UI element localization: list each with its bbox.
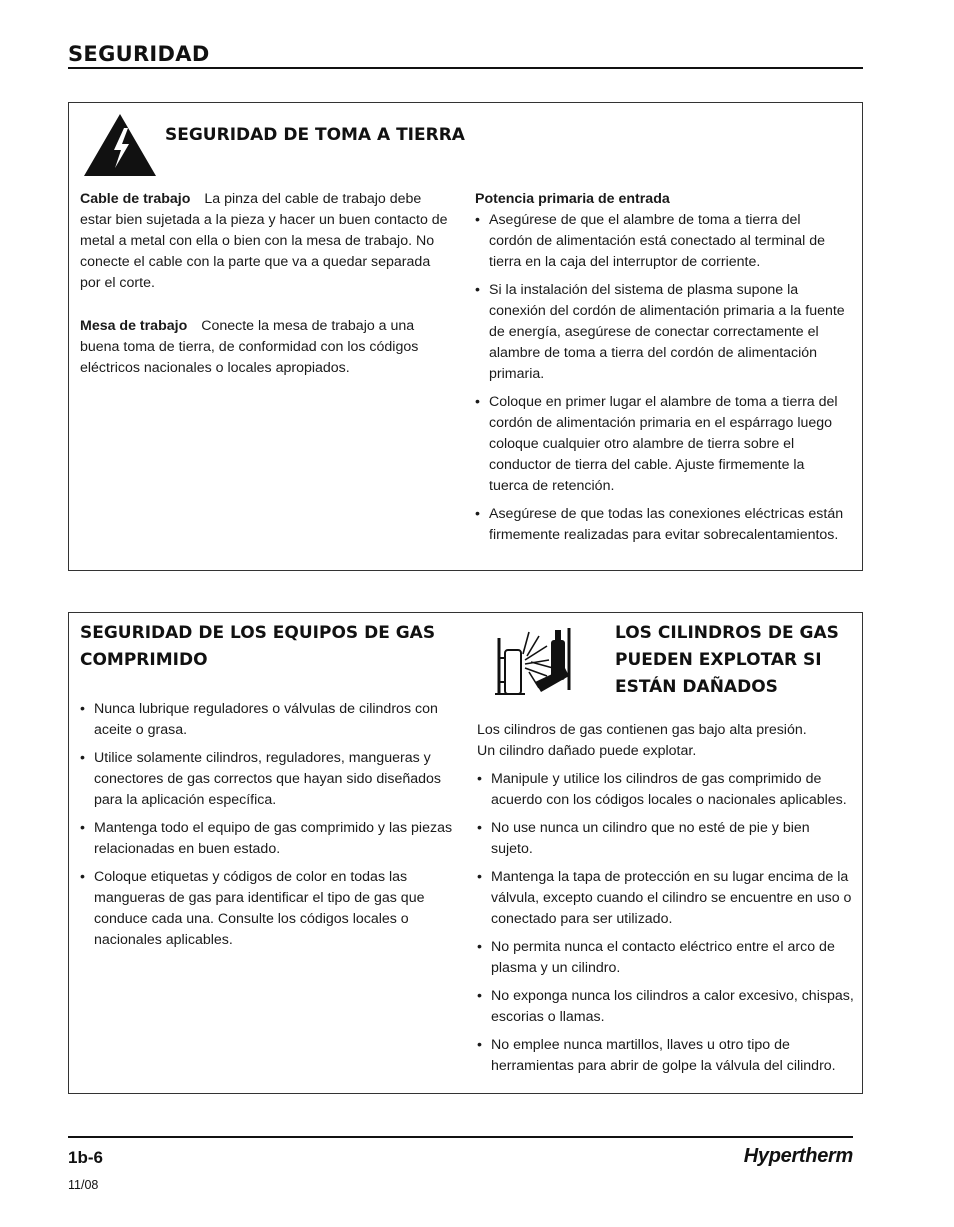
header-rule [68, 67, 863, 69]
input-power-block [475, 189, 845, 553]
work-cable-paragraph [80, 189, 450, 294]
list-item: • Utilice solamente cilindros, reguladores, mangueras y conectores de gas correctos que hayan sido diseñados para la aplicación específica. [80, 750, 442, 808]
grounding-section-title: SEGURIDAD DE TOMA A TIERRA [165, 125, 465, 145]
list-item: • Si la instalación del sistema de plasma supone la conexión del cordón de alimentación primaria a la fuente de energía, asegúrese de conectar correctamente el alambre de toma a tierra del cordón de alimentación primaria. [475, 282, 845, 382]
list-item: • Mantenga todo el equipo de gas comprimido y las piezas relacionadas en buen estado. [80, 820, 453, 857]
cylinders-section-title: LOS CILINDROS DE GAS PUEDEN EXPLOTAR SI ESTÁN DAÑADOS [615, 623, 839, 697]
footer-rule [68, 1136, 853, 1138]
list-item: • Coloque en primer lugar el alambre de toma a tierra del cordón de alimentación primaria en el espárrago luego coloque cualquier otro alambre de tierra sobre el conductor de tierra del cable. Ajuste firmemente la tuerca de retención. [475, 394, 838, 494]
list-item: • Asegúrese de que todas las conexiones eléctricas están firmemente realizadas para evitar sobrecalentamientos. [475, 506, 844, 543]
electric-shock-warning-icon [82, 112, 158, 178]
revision-date: 11/08 [68, 1178, 99, 1192]
list-item: • No emplee nunca martillos, llaves u otro tipo de herramientas para abrir de golpe la válvula del cilindro. [477, 1037, 836, 1074]
list-item: • Asegúrese de que el alambre de toma a tierra del cordón de alimentación está conectado al terminal de tierra en la caja del interruptor de corriente. [475, 212, 825, 270]
compressed-gas-section-title: SEGURIDAD DE LOS EQUIPOS DE GAS COMPRIMIDO [80, 623, 436, 670]
list-item: • Nunca lubrique reguladores o válvulas de cilindros con aceite o grasa. [80, 701, 438, 738]
cylinders-intro: Los cilindros de gas contienen gas bajo alta presión. Un cilindro dañado puede explotar. [477, 722, 807, 759]
work-table-paragraph [80, 316, 450, 379]
cylinders-list [477, 769, 855, 1084]
list-item: • Manipule y utilice los cilindros de gas comprimido de acuerdo con los códigos locales o nacionales aplicables. [477, 771, 847, 808]
page-header-title: SEGURIDAD [68, 42, 210, 66]
page-number: 1b-6 [68, 1148, 103, 1167]
work-table-label: Mesa de trabajo [80, 318, 188, 334]
cylinder-explosion-icon [495, 624, 587, 700]
input-power-title: Potencia primaria de entrada [475, 191, 670, 207]
compressed-gas-list [80, 699, 458, 958]
list-item: • No exponga nunca los cilindros a calor excesivo, chispas, escorias o llamas. [477, 988, 854, 1025]
work-cable-label: Cable de trabajo [80, 191, 191, 207]
work-cable-text: La pinza del cable de trabajo debe estar bien sujetada a la pieza y hacer un buen contacto de metal a metal con ella o bien con la mesa de trabajo. No conecte el cable con la parte que va a quedar separada por el corte. [80, 191, 448, 291]
list-item: • Coloque etiquetas y códigos de color en todas las mangueras de gas para identificar el tipo de gas que conduce cada una. Consulte los códigos locales o nacionales aplicables. [80, 869, 425, 948]
list-item: • No use nunca un cilindro que no esté de pie y bien sujeto. [477, 820, 810, 857]
list-item: • Mantenga la tapa de protección en su lugar encima de la válvula, excepto cuando el cilindro se encuentre en uso o conectado para ser utilizado. [477, 869, 852, 927]
brand-logo: Hypertherm [743, 1145, 853, 1167]
work-table-text: Conecte la mesa de trabajo a una buena toma de tierra, de conformidad con los códigos eléctricos nacionales o locales apropiados. [80, 318, 419, 376]
list-item: • No permita nunca el contacto eléctrico entre el arco de plasma y un cilindro. [477, 939, 835, 976]
